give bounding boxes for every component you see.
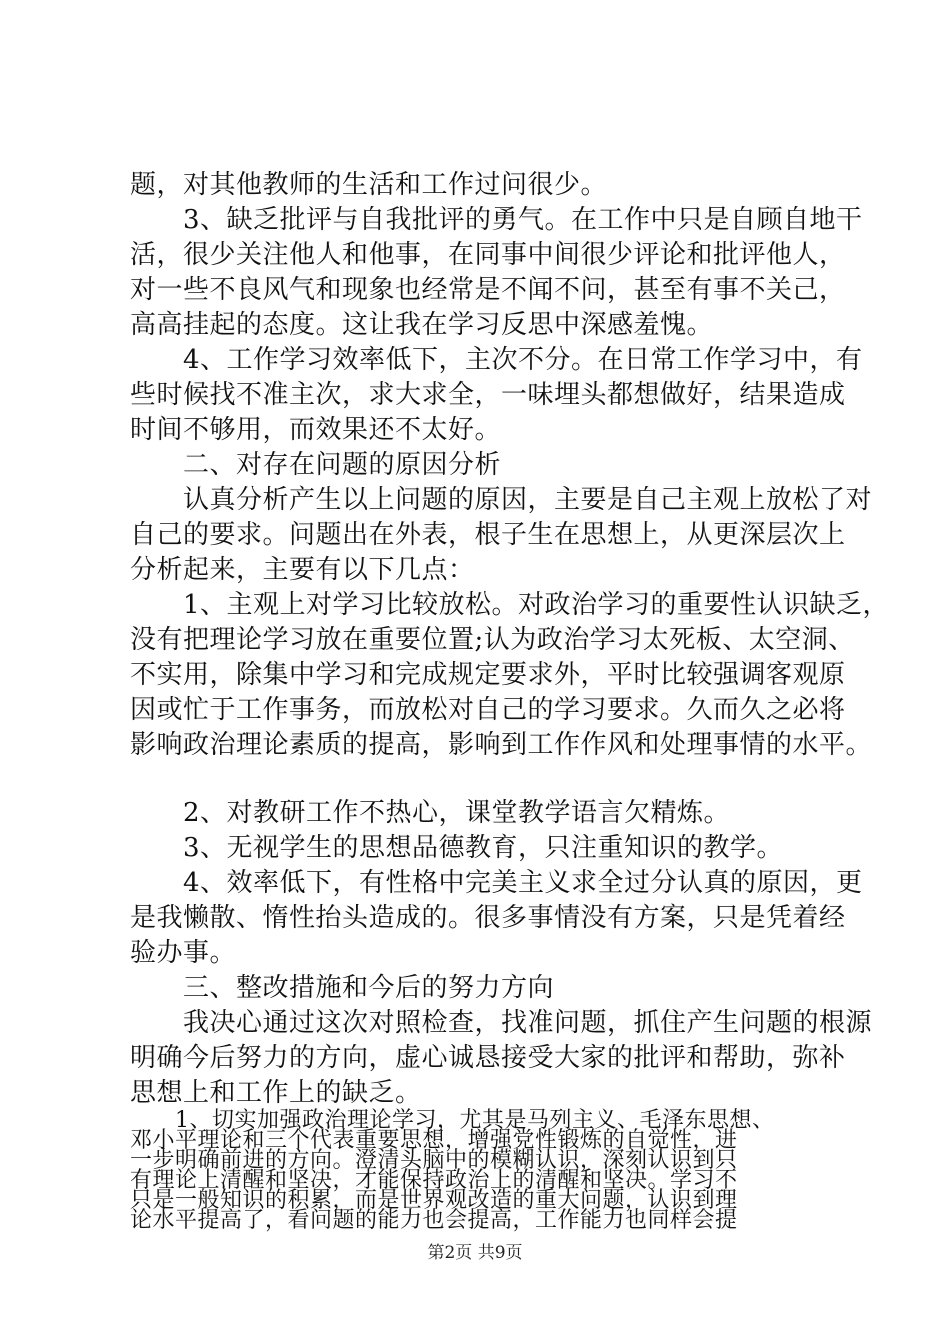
section-heading: 三、整改措施和今后的努力方向 — [130, 973, 555, 1003]
text-line: 不实用，除集中学习和完成规定要求外，平时比较强调客观原 — [130, 660, 846, 690]
text-line: 明确今后努力的方向，虚心诚恳接受大家的批评和帮助，弥补 — [130, 1043, 846, 1073]
text-line: 邓小平理论和三个代表重要思想，增强党性锻炼的自觉性，进 — [130, 1128, 738, 1153]
text-line: 影响政治理论素质的提高，影响到工作作风和处理事情的水平。 — [130, 730, 873, 760]
page-number-footer: 第2页 共9页 — [427, 1243, 523, 1263]
text-line: 3、无视学生的思想品德教育，只注重知识的教学。 — [130, 833, 784, 863]
text-line: 些时候找不准主次，求大求全，一味埋头都想做好，结果造成 — [130, 380, 846, 410]
text-line: 高高挂起的态度。这让我在学习反思中深感羞愧。 — [130, 310, 714, 340]
text-line: 3、缺乏批评与自我批评的勇气。在工作中只是自顾自地干 — [130, 205, 863, 235]
text-line: 自己的要求。问题出在外表，根子生在思想上，从更深层次上 — [130, 520, 846, 550]
text-line: 时间不够用，而效果还不太好。 — [130, 415, 502, 445]
section-heading: 二、对存在问题的原因分析 — [130, 450, 502, 480]
text-line: 1、主观上对学习比较放松。对政治学习的重要性认识缺乏， — [130, 590, 890, 620]
text-line: 4、效率低下，有性格中完美主义求全过分认真的原因，更 — [130, 868, 863, 898]
text-line: 验办事。 — [130, 938, 237, 968]
text-line: 一步明确前进的方向。澄清头脑中的模糊认识，深刻认识到只 — [130, 1148, 738, 1173]
text-line: 没有把理论学习放在重要位置;认为政治学习太死板、太空洞、 — [130, 625, 855, 655]
text-line: 论水平提高了，看问题的能力也会提高，工作能力也同样会提 — [130, 1208, 738, 1233]
text-line: 思想上和工作上的缺乏。 — [130, 1078, 422, 1108]
text-line: 活，很少关注他人和他事，在同事中间很少评论和批评他人， — [130, 240, 846, 270]
text-line: 有理论上清醒和坚决，才能保持政治上的清醒和坚决。学习不 — [130, 1168, 738, 1193]
text-line: 只是一般知识的积累，而是世界观改造的重大问题，认识到理 — [130, 1188, 738, 1213]
text-line: 4、工作学习效率低下，主次不分。在日常工作学习中，有 — [130, 345, 863, 375]
text-line: 分析起来，主要有以下几点： — [130, 555, 475, 585]
text-line: 题，对其他教师的生活和工作过问很少。 — [130, 170, 608, 200]
text-line: 认真分析产生以上问题的原因，主要是自己主观上放松了对 — [130, 485, 873, 515]
text-line: 因或忙于工作事务，而放松对自己的学习要求。久而久之必将 — [130, 695, 846, 725]
text-line: 对一些不良风气和现象也经常是不闻不问，甚至有事不关己， — [130, 275, 846, 305]
text-line: 我决心通过这次对照检查，找准问题，抓住产生问题的根源 — [130, 1008, 873, 1038]
text-line: 是我懒散、惰性抬头造成的。很多事情没有方案，只是凭着经 — [130, 903, 846, 933]
text-line: 2、对教研工作不热心，课堂教学语言欠精炼。 — [130, 798, 731, 828]
text-line: 1、切实加强政治理论学习，尤其是马列主义、毛泽东思想、 — [130, 1108, 775, 1133]
